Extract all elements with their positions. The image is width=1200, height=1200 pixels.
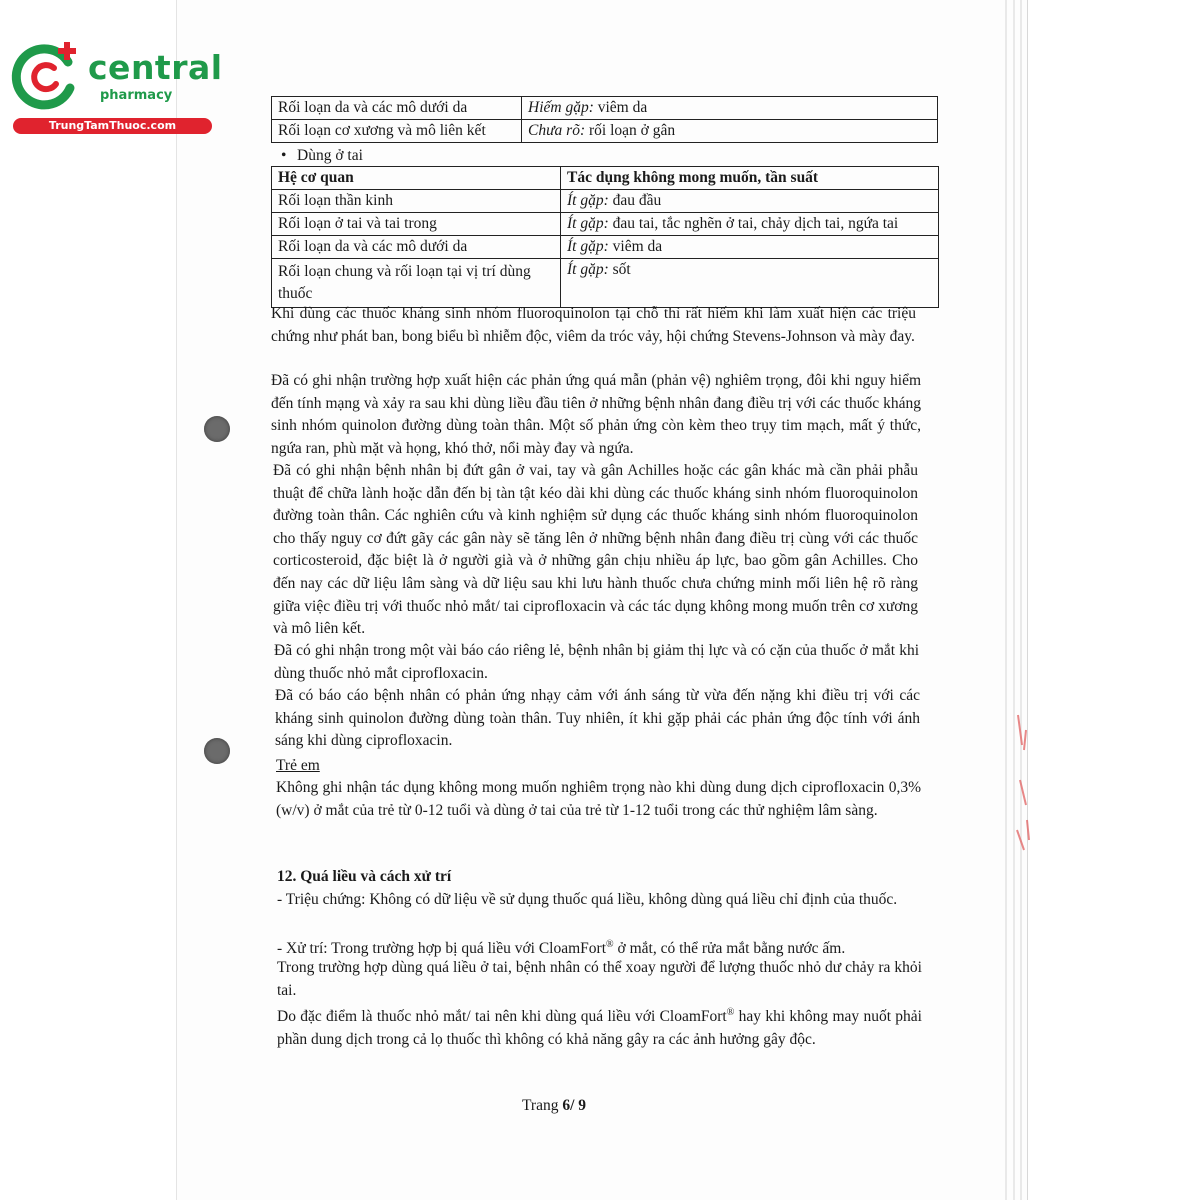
paragraph-topical-reactions: Khi dùng các thuốc kháng sinh nhóm fluoroquinolon tại chỗ thì rất hiếm khi làm xuất hiện các triệu chứng như phát ban, bong biểu bì nhiễm độc, viêm da tróc vảy, hội chứng Stevens-Johnson và mày đay.	[271, 305, 916, 345]
bullet-dot-icon: •	[281, 147, 287, 164]
table-row	[272, 259, 939, 308]
children-subtitle: Trẻ em	[276, 757, 320, 774]
overdose-treatment-ear: Trong trường hợp dùng quá liều ở tai, bệnh nhân có thể xoay người để lượng thuốc nhỏ dư chảy ra khỏi tai.	[277, 959, 922, 999]
table-cell: Rối loạn chung và rối loạn tại vị trí dùng thuốc	[272, 259, 561, 308]
table-row	[272, 236, 939, 259]
paragraph-photosensitivity: Đã có báo cáo bệnh nhân có phản ứng nhạy cảm với ánh sáng từ vừa đến nặng khi điều trị với các kháng sinh quinolon đường dùng toàn thân. Tuy nhiên, ít khi gặp phải các phản ứng độc tính với ánh sáng khi dùng ciprofloxacin.	[275, 687, 920, 750]
page-edge	[1020, 0, 1022, 1200]
logo-subtitle: pharmacy	[100, 88, 173, 103]
table-cell: Ít gặp: viêm da	[561, 236, 939, 259]
paragraph-tendon-rupture: Đã có ghi nhận bệnh nhân bị đứt gân ở vai, tay và gân Achilles hoặc các gân khác mà cần phải phẫu thuật để chữa lành hoặc dẫn đến bị tàn tật kéo dài khi dùng các thuốc kháng sinh nhóm fluoroquinolon đường toàn thân. Các nghiên cứu và kinh nghiệm sử dụng các thuốc kháng sinh nhóm fluoroquinolon cho thấy nguy cơ đứt gãy các gân này sẽ tăng lên ở những bệnh nhân đang điều trị cùng với các thuốc corticosteroid, đặc biệt là ở người già và ở những gân chịu nhiều áp lực, bao gồm gân Achilles. Cho đến nay các dữ liệu lâm sàng và dữ liệu sau khi lưu hành thuốc chưa chứng minh mối liên hệ rõ ràng giữa việc điều trị với thuốc nhỏ mắt/ tai ciprofloxacin và các tác dụng không mong muốn trên cơ xương và mô liên kết.	[273, 462, 918, 638]
table-row	[272, 97, 938, 120]
bullet-ear-use: • Dùng ở tai	[281, 147, 363, 164]
table-cell: Ít gặp: đau đầu	[561, 190, 939, 213]
paragraph-children: Không ghi nhận tác dụng không mong muốn nghiêm trọng nào khi dùng dung dịch ciprofloxacin 0,3% (w/v) ở mắt của trẻ từ 0-12 tuổi và dùng ở tai của trẻ từ 1-12 tuổi trong các thử nghiệm lâm sàng.	[276, 779, 921, 819]
page-number: Trang 6/ 9	[522, 1097, 587, 1114]
table-cell: Rối loạn cơ xương và mô liên kết	[272, 120, 522, 143]
table-header-row	[272, 167, 939, 190]
table-cell: Rối loạn da và các mô dưới da	[272, 236, 561, 259]
table-row	[272, 190, 939, 213]
table-cell: Hiếm gặp: viêm da	[522, 97, 938, 120]
overdose-note: Do đặc điểm là thuốc nhỏ mắt/ tai nên khi dùng quá liều với CloamFort® hay khi không may nuốt phải phần dung dịch trong cả lọ thuốc thì không có khả năng gây ra các ảnh hưởng gây độc.	[277, 1007, 922, 1048]
stamp-mark-icon	[1012, 710, 1034, 860]
page-edge	[1013, 0, 1015, 1200]
section-12-title: 12. Quá liều và cách xử trí	[277, 868, 452, 885]
table-cell: Rối loạn thần kinh	[272, 190, 561, 213]
adverse-effects-table-top	[271, 96, 938, 143]
overdose-treatment-eye: - Xử trí: Trong trường hợp bị quá liều với CloamFort® ở mắt, có thể rửa mắt bằng nước ấm.	[277, 939, 846, 958]
paragraph-vision: Đã có ghi nhận trong một vài báo cáo riêng lẻ, bệnh nhân bị giảm thị lực và có cặn của thuốc ở mắt khi dùng thuốc nhỏ mắt ciprofloxacin.	[274, 642, 919, 682]
overdose-symptoms: - Triệu chứng: Không có dữ liệu về sử dụng thuốc quá liều, không dùng quá liều chỉ định của thuốc.	[277, 891, 898, 908]
logo-mark-icon	[10, 40, 82, 112]
punch-hole	[204, 738, 230, 764]
central-pharmacy-logo	[10, 38, 223, 138]
page-edge	[1005, 0, 1007, 1200]
table-header: Tác dụng không mong muốn, tần suất	[561, 167, 939, 190]
table-cell: Chưa rõ: rối loạn ở gân	[522, 120, 938, 143]
table-header: Hệ cơ quan	[272, 167, 561, 190]
table-row	[272, 120, 938, 143]
adverse-effects-table-ear	[271, 166, 939, 308]
table-cell: Rối loạn da và các mô dưới da	[272, 97, 522, 120]
table-cell: Ít gặp: sốt	[561, 259, 939, 308]
logo-name: central	[88, 48, 223, 87]
table-row	[272, 213, 939, 236]
table-cell: Ít gặp: đau tai, tắc nghẽn ở tai, chảy dịch tai, ngứa tai	[561, 213, 939, 236]
punch-hole	[204, 416, 230, 442]
logo-site: TrungTamThuoc.com	[13, 118, 212, 134]
table-cell: Rối loạn ở tai và tai trong	[272, 213, 561, 236]
paragraph-hypersensitivity: Đã có ghi nhận trường hợp xuất hiện các phản ứng quá mẫn (phản vệ) nghiêm trọng, đôi khi nguy hiểm đến tính mạng và xảy ra sau khi dùng liều đầu tiên ở những bệnh nhân đang điều trị với các thuốc kháng sinh nhóm quinolon đường dùng toàn thân. Một số phản ứng còn kèm theo trụy tim mạch, mất ý thức, ngứa ran, phù mặt và họng, khó thở, nổi mày đay và ngứa.	[271, 372, 921, 457]
